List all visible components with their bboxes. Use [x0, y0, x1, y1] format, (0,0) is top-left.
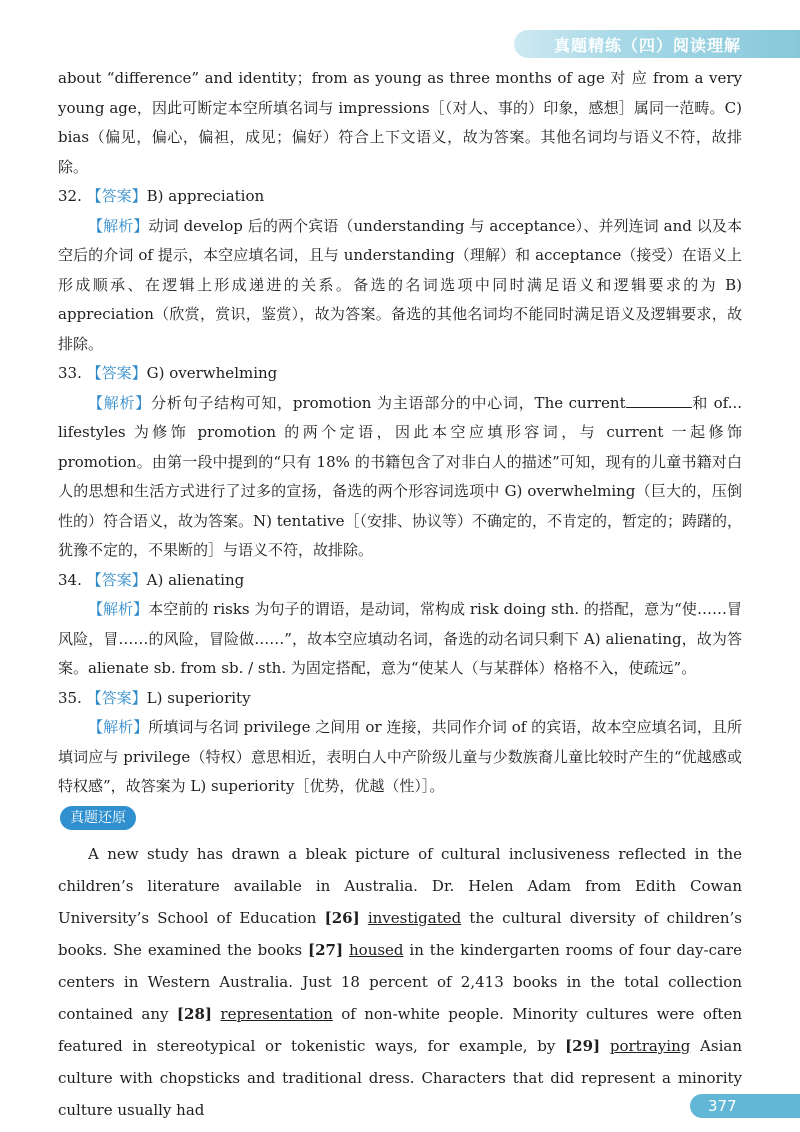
passage-text: the cultural diversity of children’s books. She examined the books [58, 909, 742, 959]
answer-tag: 【答案】 [86, 688, 147, 707]
item-number: 33. [58, 364, 82, 382]
analysis-text: 动词 develop 后的两个宾语（understanding 与 acceptance）、并列连词 and 以及本空后的介词 of 提示，本空应填名词，且与 understanding（理解）和 acceptance（接受）在语义上形成顺承、在逻辑上形成递进的关系。备选的名词选项中同时满足语义和逻辑要求的为 B) appreciation（欣赏，赏识，鉴赏），故为答案。备选的其他名词均不能同时满足语义及逻辑要求，故排除。 [58, 216, 742, 353]
analysis-text: 本空前的 risks 为句子的谓语，是动词，常构成 risk doing sth. 的搭配，意为“使……冒风险，冒……的风险，冒险做……”，故本空应填动名词，备选的动名词只剩下 A) alienating，故为答案。alienate sb. from sb. / sth. 为固定搭配，意为“使某人（与某群体）格格不入，使疏远”。 [58, 600, 742, 677]
analysis-tag: 【解析】 [88, 718, 149, 736]
filled-word: investigated [367, 909, 462, 927]
answer-35 [58, 684, 742, 714]
analysis-text-post: 和 of... lifestyles 为修饰 promotion 的两个定语，因此本空应填形容词，与 current 一起修饰 promotion。由第一段中提到的“只有 18% 的书籍包含了对非白人的描述”可知，现有的儿童书籍对白人的思想和生活方式进行了过多的宣扬，备选的两个形容词选项中 G) overwhelming（巨大的，压倒性的）符合语义，故为答案。N) tentative［（安排、协议等）不确定的，不肯定的，暂定的；踌躇的，犹豫不定的，不果断的］与语义不符，故排除。 [58, 393, 743, 559]
answer-text: A) alienating [146, 570, 245, 589]
answer-text: B) appreciation [146, 187, 265, 205]
blank-number: [27] [308, 941, 344, 959]
item-number: 32. [58, 187, 82, 205]
analysis-34 [58, 595, 742, 684]
analysis-32 [58, 212, 742, 360]
answer-34 [58, 566, 742, 596]
header-band [514, 30, 800, 58]
passage [58, 838, 742, 1126]
analysis-tag: 【解析】 [88, 216, 149, 235]
blank-line [626, 393, 692, 408]
intro-paragraph: about “difference” and identity；from as young as three months of age 对 应 from a very young age，因此可断定本空所填名词与 impressions［（对人、事的）印象，感想］属同一范畴。C) bias（偏见，偏心，偏袒，成见；偏好）符合上下文语义，故为答案。其他名词均与语义不符，故排除。 [58, 69, 742, 176]
passage-text: A new study has drawn a bleak picture of cultural inclusiveness reflected in the children’s literature available in Australia. Dr. Helen Adam from Edith Cowan University’s School of Education [58, 845, 742, 927]
blank-number: [26] [324, 909, 360, 927]
answer-32 [58, 182, 742, 212]
page-number: 377 [708, 1097, 737, 1115]
analysis-text-pre: 分析句子结构可知，promotion 为主语部分的中心词，The current [151, 393, 626, 412]
passage-text: in the kindergarten rooms of four day-care centers in Western Australia. Just 18 percent of 2,413 books in the total collection contained any [58, 941, 742, 1023]
answer-tag: 【答案】 [86, 570, 147, 589]
blank-number: [29] [565, 1037, 601, 1055]
filled-word: representation [220, 1005, 333, 1023]
section-header [58, 802, 742, 833]
analysis-35 [58, 713, 742, 802]
answer-tag: 【答案】 [86, 187, 147, 205]
filled-word: portraying [609, 1037, 691, 1055]
page-content [58, 64, 742, 1126]
item-number: 35. [58, 688, 82, 707]
answer-text: L) superiority [146, 688, 251, 707]
header-title: 真题精练（四）阅读理解 [554, 36, 742, 55]
answer-33 [58, 359, 742, 389]
blank-number: [28] [176, 1005, 212, 1023]
passage-text: of non-white people. Minority cultures were often featured in stereotypical or tokenistic ways, for example, by [58, 1005, 742, 1055]
filled-word: housed [349, 941, 404, 959]
analysis-tag: 【解析】 [88, 393, 152, 412]
section-badge: 真题还原 [60, 806, 136, 830]
page-number-tab [690, 1094, 800, 1118]
passage-text: Asian culture with chopsticks and traditional dress. Characters that did represent a minority culture usually had [58, 1037, 742, 1119]
analysis-33 [58, 389, 742, 566]
answer-text: G) overwhelming [146, 364, 278, 382]
analysis-tag: 【解析】 [88, 600, 149, 618]
answer-tag: 【答案】 [86, 364, 147, 382]
item-number: 34. [58, 570, 82, 589]
analysis-text: 所填词与名词 privilege 之间用 or 连接，共同作介词 of 的宾语，故本空应填名词，且所填词应与 privilege（特权）意思相近，表明白人中产阶级儿童与少数族裔儿童比较时产生的“优越感或特权感”，故答案为 L) superiority［优势，优越（性）］。 [58, 718, 742, 795]
